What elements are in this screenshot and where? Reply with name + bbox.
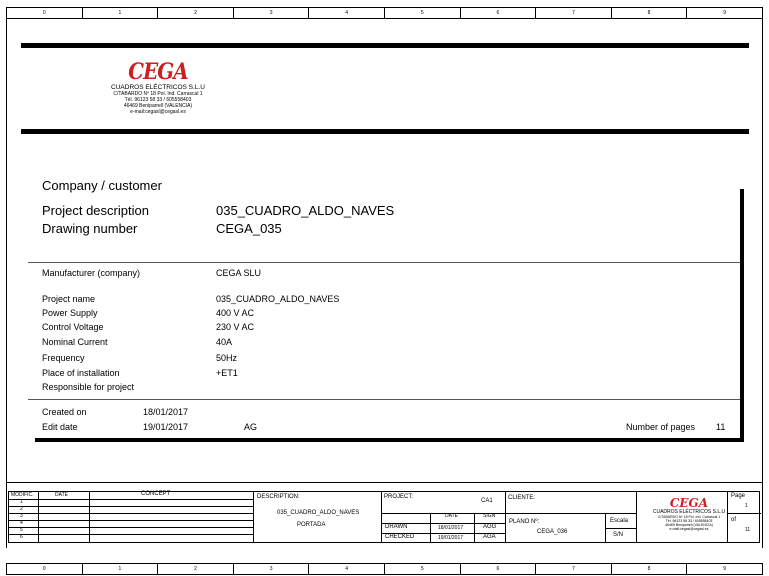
logo-address: C/TABARDO Nº 18 Pol. Ind. Carrascal 1	[113, 91, 203, 97]
created-on-label: Created on	[42, 407, 87, 417]
sign-column: SIGN	[483, 513, 496, 519]
drawing-number-label: Drawing number	[42, 221, 138, 236]
company-logo	[100, 60, 216, 115]
escala-value: S/N	[613, 532, 624, 538]
tb-col-line	[474, 513, 475, 542]
responsible-label: Responsible for project	[42, 382, 135, 392]
tb-row-line	[605, 528, 636, 529]
tb-row-line	[505, 513, 636, 514]
project-value: CA1	[481, 498, 493, 504]
description-line1: 035_CUADRO_ALDO_NAVES	[277, 510, 360, 516]
tb-col-line	[505, 492, 506, 542]
tb-logo-address: C/TABARDO Nº 18 Pol. Ind. Carrascal 1	[657, 515, 721, 519]
project-name-value: 035_CUADRO_ALDO_NAVES	[216, 294, 340, 304]
tb-logo-name: CUADROS ELÉCTRICOS S.L.U	[652, 509, 726, 515]
ruler-cell: 8	[612, 8, 688, 18]
title-block	[8, 491, 760, 543]
control-voltage-label: Control Voltage	[42, 322, 104, 332]
ruler-cell: 2	[158, 564, 234, 574]
tb-row-line	[9, 506, 253, 507]
ruler-cell: 9	[723, 10, 727, 16]
edit-date-label: Edit date	[42, 422, 78, 432]
right-bar	[740, 189, 744, 442]
ruler-cell: 8	[612, 564, 688, 574]
bottom-ruler	[6, 563, 763, 575]
project-description-label: Project description	[42, 203, 149, 218]
project-name-label: Project name	[42, 294, 96, 304]
logo-email: e-mail:cegasl@cegasl.es	[130, 109, 186, 115]
concept-header: CONCEPT	[141, 491, 171, 497]
frequency-label: Frequency	[42, 353, 85, 363]
ruler-cell: 7	[536, 564, 612, 574]
tb-col-line	[253, 492, 254, 542]
of-value: 11	[745, 527, 751, 533]
logo-phone: Tél. 96123 58 33 / 605558403	[124, 97, 192, 103]
control-voltage-value: 230 V AC	[216, 322, 255, 332]
page-label: Page	[731, 493, 746, 499]
checked-label: CHECKED	[385, 534, 415, 540]
number-of-pages-label: Number of pages	[626, 422, 696, 432]
title-block-top-line	[6, 482, 763, 483]
plano-label: PLANO Nº:	[509, 519, 540, 525]
ruler-cell: 1	[83, 8, 159, 18]
escala-label: Escala	[610, 518, 629, 524]
nominal-current-value: 40A	[216, 337, 233, 347]
rev-number: 5	[20, 527, 23, 533]
ruler-cell: 5	[385, 564, 461, 574]
of-label: of	[731, 517, 737, 523]
divider	[28, 262, 740, 263]
description-label: DESCRIPTION:	[257, 494, 300, 500]
drawn-sign: AGG	[483, 524, 497, 530]
manufacturer-value: CEGA SLU	[216, 268, 262, 278]
date-column: DATE	[445, 513, 458, 519]
ruler-cell: 0	[7, 564, 83, 574]
tb-logo-email: e-mail:cegasl@cegasl.es	[669, 527, 709, 531]
nominal-current-label: Nominal Current	[42, 337, 108, 347]
description-line2: PORTADA	[297, 522, 326, 528]
ruler-cell: 4	[309, 8, 385, 18]
tb-row-line	[9, 499, 253, 500]
bottom-bar	[35, 438, 744, 442]
ruler-cell: 2	[158, 8, 234, 18]
ruler-cell: 1	[83, 564, 159, 574]
title-block-logo	[645, 497, 733, 531]
editor-initials: AG	[244, 422, 258, 432]
divider	[28, 399, 740, 400]
rev-number: 6	[20, 534, 23, 540]
ruler-cell: 5	[385, 8, 461, 18]
tb-row-line	[9, 527, 253, 528]
plano-value: CEGA_036	[537, 529, 568, 535]
power-supply-value: 400 V AC	[216, 308, 255, 318]
ruler-cell: 6	[461, 8, 537, 18]
drawn-label: DRAWN	[385, 524, 408, 530]
rev-number: 2	[20, 506, 23, 512]
drawing-number-value: CEGA_035	[216, 221, 282, 236]
project-description-value: 035_CUADRO_ALDO_NAVES	[216, 203, 395, 218]
ruler-cell: 6	[461, 564, 537, 574]
tb-col-line	[636, 492, 637, 542]
frequency-value: 50Hz	[216, 353, 238, 363]
logo-company-name: CUADROS ELÉCTRICOS S.L.U	[111, 84, 205, 91]
checked-date: 19/01/2017	[438, 535, 464, 541]
place-of-installation-label: Place of installation	[42, 368, 120, 378]
logo-city: 46469 Beniparrell (VALENCIA)	[123, 103, 193, 109]
tb-col-line	[430, 513, 431, 542]
project-label: PROJECT:	[384, 494, 414, 500]
company-customer-label: Company / customer	[42, 178, 162, 193]
place-of-installation-value: +ET1	[216, 368, 238, 378]
rev-number: 3	[20, 513, 23, 519]
tb-row-line	[9, 534, 253, 535]
page-value: 1	[745, 503, 748, 509]
ruler-cell: 9	[723, 566, 727, 572]
created-on-value: 18/01/2017	[143, 407, 189, 417]
edit-date-value: 19/01/2017	[143, 422, 189, 432]
ruler-cell: 4	[309, 564, 385, 574]
rev-number: 1	[20, 499, 23, 505]
tb-logo-city: 46469 Beniparrell (VALENCIA)	[665, 523, 713, 527]
date-header: DATE	[55, 492, 68, 498]
checked-sign: AGA	[483, 534, 496, 540]
modific-label: MODIFIC.	[11, 492, 34, 498]
tb-logo-phone: Tél. 96123 58 33 / 605558403	[665, 519, 713, 523]
drawn-date: 18/01/2017	[438, 525, 464, 531]
tb-col-line	[381, 492, 382, 542]
ruler-cell: 0	[7, 8, 83, 18]
tb-row-line	[9, 513, 253, 514]
top-bar	[21, 43, 749, 48]
manufacturer-label: Manufacturer (company)	[42, 268, 141, 278]
logo-mark: CEGA	[128, 59, 188, 85]
tb-row-line	[9, 520, 253, 521]
power-supply-label: Power Supply	[42, 308, 98, 318]
ruler-cell: 7	[536, 8, 612, 18]
tb-logo-mark: CEGA	[669, 496, 709, 510]
ruler-cell: 3	[234, 8, 310, 18]
bar-under-logo	[21, 129, 749, 134]
number-of-pages-value: 11	[716, 422, 726, 432]
ruler-cell: 3	[234, 564, 310, 574]
rev-number: 4	[20, 520, 23, 526]
client-label: CLIENTE:	[508, 495, 536, 501]
